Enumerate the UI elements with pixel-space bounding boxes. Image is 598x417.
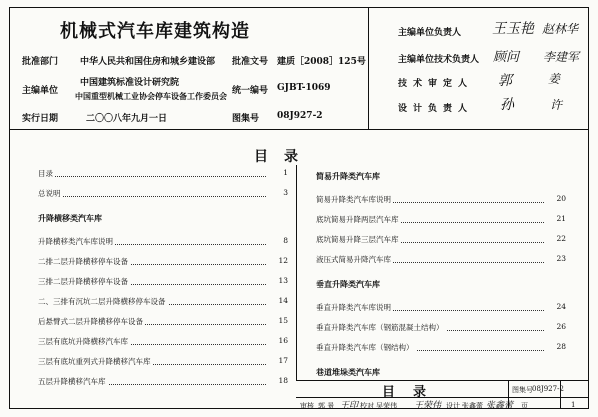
toc-page-number: 1 <box>270 168 290 177</box>
chief-unit-value-2: 中国重型机械工业协会停车设备工作委员会 <box>75 91 227 101</box>
toc-entry-title: 液压式简易升降汽车库 <box>316 255 391 264</box>
sign-label-4: 设计负责人 <box>398 104 474 114</box>
header-divider <box>368 7 369 129</box>
drawing-frame <box>9 7 589 409</box>
sign-3b: 姜 <box>548 72 561 86</box>
toc-page-number: 3 <box>270 188 290 197</box>
toc-page-number: 12 <box>270 256 290 265</box>
toc-page-number: 23 <box>548 254 568 263</box>
check-label: 校对 <box>360 402 374 410</box>
toc-section-heading: 升降横移类汽车库 <box>38 213 102 223</box>
toc-section-heading: 巷道堆垛类汽车库 <box>316 367 380 377</box>
review-signature: 王印 <box>340 401 359 411</box>
approval-no-label: 批准文号 <box>232 57 269 67</box>
sign-2b: 李建军 <box>543 50 580 64</box>
unified-no-value: GJBT-1069 <box>277 83 331 93</box>
approval-dept-label: 批准部门 <box>22 57 59 67</box>
approval-dept-value: 中华人民共和国住房和城乡建设部 <box>80 57 216 67</box>
toc-entry-title: 后悬臂式二层升降横移停车设备 <box>38 317 143 326</box>
toc-page-number: 15 <box>270 316 290 325</box>
toc-column-divider <box>296 165 297 380</box>
toc-dot-leader <box>42 176 266 177</box>
toc-entry-title: 二排二层升降横移停车设备 <box>38 257 128 266</box>
toc-page-number: 14 <box>270 296 290 305</box>
page-label: 页 <box>521 402 528 410</box>
toc-entry-title: 目录 <box>38 169 53 178</box>
toc-section-heading: 简易升降类汽车库 <box>316 171 380 181</box>
toc-page-number: 20 <box>548 194 568 203</box>
toc-page-number: 8 <box>270 236 290 245</box>
design-signature: 张鑫蕾 <box>486 401 514 411</box>
sign-label-1: 主编单位负责人 <box>398 28 462 38</box>
title-block-title: 目录 <box>382 385 445 400</box>
toc-entry-title: 三排二层升降横移停车设备 <box>38 277 128 286</box>
chief-unit-value: 中国建筑标准设计研究院 <box>80 78 180 88</box>
designer-name: 张鑫蕾 <box>462 402 483 410</box>
toc-page-number: 26 <box>548 322 568 331</box>
sign-label-3: 技术审定人 <box>398 79 474 89</box>
sign-2a: 顾问 <box>493 50 520 65</box>
atlas-label: 图集号 <box>512 386 533 394</box>
toc-page-number: 13 <box>270 276 290 285</box>
toc-page-number: 24 <box>548 302 568 311</box>
toc-page-number: 16 <box>270 336 290 345</box>
toc-entry-title: 二、三排有沉坑二层升降横移停车设备 <box>38 297 166 306</box>
toc-entry-title: 升降横移类汽车库说明 <box>38 237 113 246</box>
review-label: 审核 <box>300 402 314 410</box>
atlas-no-label: 图集号 <box>232 114 260 124</box>
effective-date-value: 二〇〇八年九月一日 <box>86 114 168 124</box>
chief-unit-label: 主编单位 <box>22 86 59 96</box>
approval-no-value: 建质［2008］125号 <box>277 57 366 67</box>
toc-entry-title: 垂直升降类汽车库（钢结构） <box>316 343 414 352</box>
toc-entry-title: 底坑简易升降两层汽车库 <box>316 215 399 224</box>
atlas-value: 08J927-2 <box>532 385 564 393</box>
design-label: 设计 <box>446 402 460 410</box>
toc-page-number: 18 <box>270 376 290 385</box>
toc-page-number: 21 <box>548 214 568 223</box>
page-value: 1 <box>571 401 576 409</box>
toc-entry-title: 五层升降横移汽车库 <box>38 377 106 386</box>
toc-page-number: 17 <box>270 356 290 365</box>
toc-dot-leader <box>42 196 266 197</box>
checker-name: 吴荣伟 <box>376 402 397 410</box>
toc-entry-title: 三层有底坑升降横移汽车库 <box>38 337 128 346</box>
sign-label-2: 主编单位技术负责人 <box>398 55 480 65</box>
reviewer-name: 郭 景 <box>318 402 335 410</box>
page-title: 机械式汽车库建筑构造 <box>60 21 250 42</box>
toc-page-number: 28 <box>548 342 568 351</box>
sign-1b: 赵林华 <box>542 22 579 36</box>
sign-3a: 郭 <box>498 73 512 89</box>
sign-4b: 许 <box>550 98 563 112</box>
check-signature: 王荣伟 <box>414 401 442 411</box>
toc-entry-title: 垂直升降类汽车库（钢筋混凝土结构） <box>316 323 444 332</box>
atlas-no-value: 08J927-2 <box>277 111 323 121</box>
toc-entry-title: 简易升降类汽车库说明 <box>316 195 391 204</box>
toc-entry-title: 三层有底坑重列式升降横移汽车库 <box>38 357 151 366</box>
toc-entry-title: 底坑简易升降三层汽车库 <box>316 235 399 244</box>
toc-page-number: 22 <box>548 234 568 243</box>
toc-section-heading: 垂直升降类汽车库 <box>316 279 380 289</box>
effective-date-label: 实行日期 <box>22 114 59 124</box>
toc-entry-title: 垂直升降类汽车库说明 <box>316 303 391 312</box>
unified-no-label: 统一编号 <box>232 86 269 96</box>
sign-1a: 王玉艳 <box>492 21 534 37</box>
toc-entry-title: 总说明 <box>38 189 61 198</box>
toc-heading: 目录 <box>254 149 314 165</box>
sign-4a: 孙 <box>500 97 514 113</box>
header-bottom-rule <box>9 129 589 130</box>
